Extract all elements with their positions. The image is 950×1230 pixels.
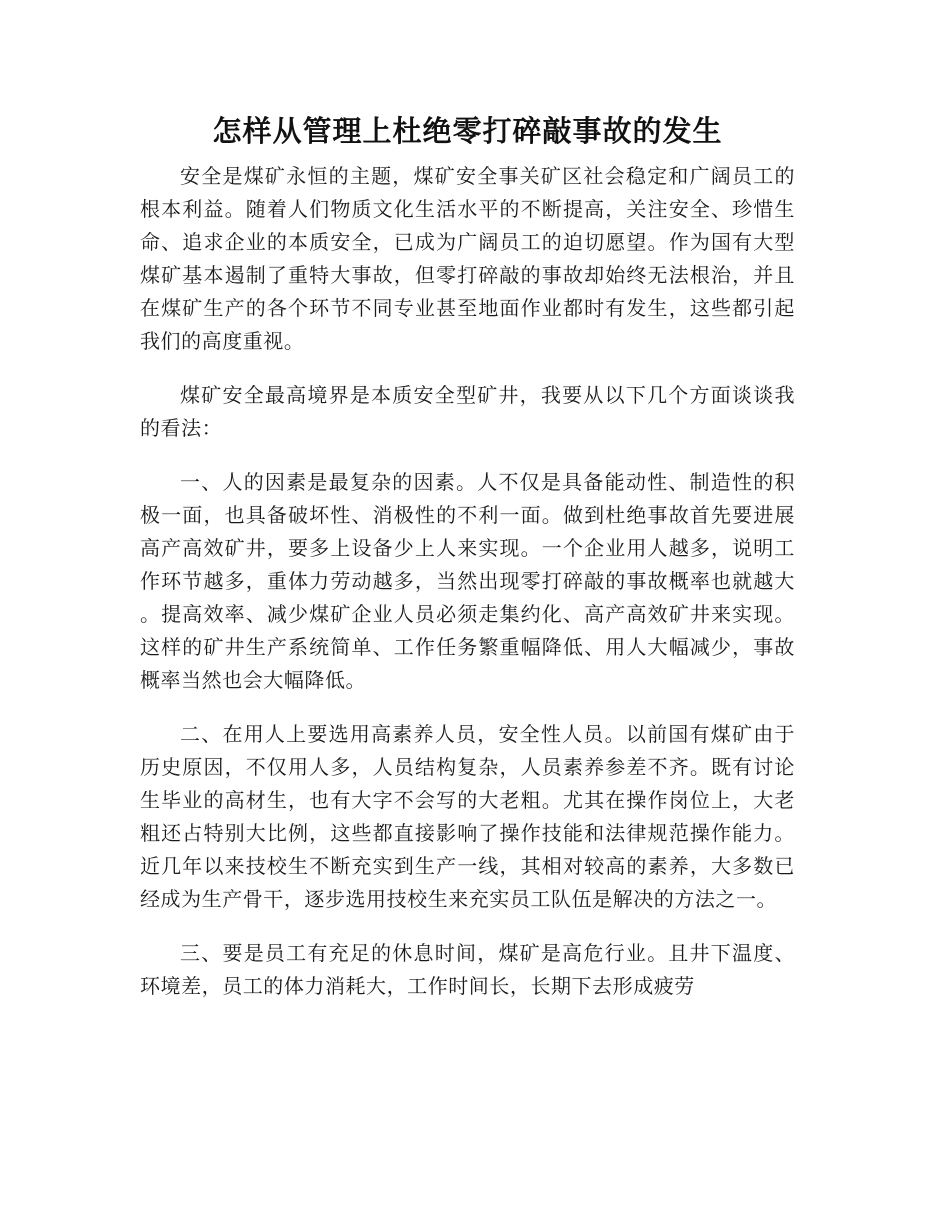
document-title: 怎样从管理上杜绝零打碎敲事故的发生 xyxy=(212,114,723,148)
paragraph-intro: 安全是煤矿永恒的主题，煤矿安全事关矿区社会稳定和广阔员工的根本利益。随着人们物质文化生活水平的不断提高，关注安全、珍惜生命、追求企业的本质安全，已成为广阔员工的迫切愿望。作为国有大型煤矿基本遏制了重特大事故，但零打碎敲的事故却始终无法根治，并且在煤矿生产的各个环节不同专业甚至地面作业都时有发生，这些都引起我们的高度重视。 xyxy=(140,164,795,353)
document-page xyxy=(140,108,795,1024)
paragraph-point-two: 二、在用人上要选用高素养人员，安全性人员。以前国有煤矿由于历史原因，不仅用人多，人员结构复杂，人员素养参差不齐。既有讨论生毕业的高材生，也有大字不会写的大老粗。尤其在操作岗位上，大老粗还占特别大比例，这些都直接影响了操作技能和法律规范操作能力。近几年以来技校生不断充实到生产一线，其相对较高的素养，大多数已经成为生产骨干，逐步选用技校生来充实员工队伍是解决的方法之一。 xyxy=(140,722,795,911)
paragraph-point-three: 三、要是员工有充足的休息时间，煤矿是高危行业。且井下温度、环境差，员工的体力消耗大，工作时间长，长期下去形成疲劳 xyxy=(140,941,795,998)
paragraph-overview: 煤矿安全最高境界是本质安全型矿井，我要从以下几个方面谈谈我的看法： xyxy=(140,383,795,440)
paragraph-point-one: 一、人的因素是最复杂的因素。人不仅是具备能动性、制造性的积极一面，也具备破坏性、消极性的不利一面。做到杜绝事故首先要进展高产高效矿井，要多上设备少上人来实现。一个企业用人越多，说明工作环节越多，重体力劳动越多，当然出现零打碎敲的事故概率也就越大。提高效率、减少煤矿企业人员必须走集约化、高产高效矿井来实现。这样的矿井生产系统简单、工作任务繁重幅降低、用人大幅减少，事故概率当然也会大幅降低。 xyxy=(140,470,795,692)
